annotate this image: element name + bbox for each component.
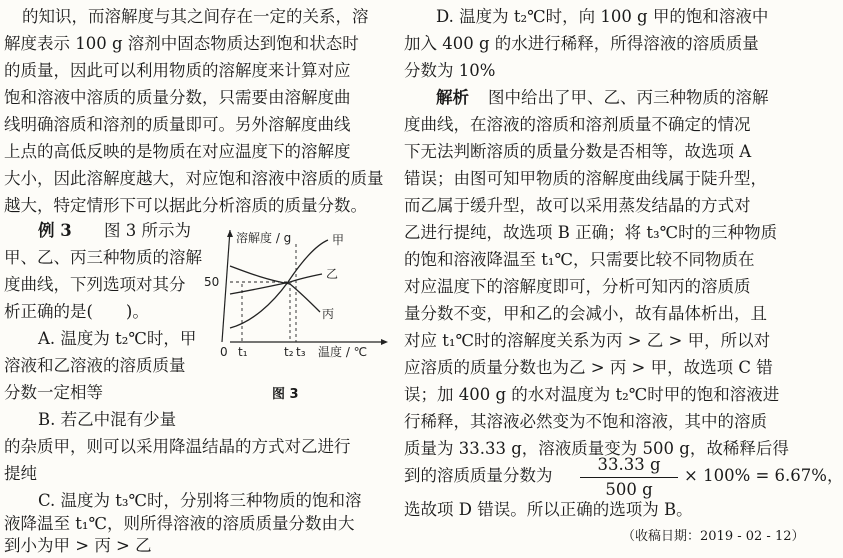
fraction-numerator: 33.33 g — [580, 455, 678, 478]
example-line: 图 3 所示为 — [104, 221, 191, 240]
example-label: 例 3 — [38, 221, 72, 240]
option-c-line: 到小为甲 > 丙 > 乙 — [4, 536, 152, 555]
option-b-line: B. 若乙中混有少量 — [38, 410, 177, 429]
paragraph-line: 大小，因此溶解度越大，对应饱和溶液中溶质的质量 — [4, 169, 384, 188]
analysis-line: 行稀释，其溶液必然变为不饱和溶液，其中的溶质 — [404, 412, 767, 431]
analysis-line: 质量为 33.33 g，溶液质量变为 500 g，故稀释后得 — [404, 439, 789, 458]
fraction-denominator: 500 g — [605, 480, 653, 499]
option-b-line: 提纯 — [4, 464, 37, 483]
y-axis-label: 溶解度 / g — [236, 231, 292, 245]
label-yi: 乙 — [326, 267, 339, 281]
option-a-line: A. 温度为 t₂℃时，甲 — [38, 329, 197, 348]
paragraph-line: 的知识，而溶解度与其之间存在一定的关系，溶 — [22, 7, 369, 26]
analysis-line: 而乙属于缓升型，故可以采用蒸发结晶的方式对 — [404, 196, 751, 215]
option-a-line: 分数一定相等 — [4, 383, 103, 402]
x-axis-arrow — [381, 339, 388, 345]
analysis-line: 乙进行提纯，故选项 B 正确；将 t₃℃时的三种物质 — [404, 223, 778, 242]
paragraph-line: 解度表示 100 g 溶剂中固态物质达到饱和状态时 — [4, 34, 359, 53]
analysis-line: 错误；由图可知甲物质的溶解度曲线属于陡升型， — [404, 169, 767, 188]
analysis-line: 应溶质的质量分数也为乙 > 丙 > 甲，故选项 C 错 — [404, 358, 773, 377]
analysis-line: 对应温度下的溶解度即可，分析可知丙的溶质质 — [404, 277, 751, 296]
label-jia: 甲 — [332, 233, 345, 247]
example-line: 析正确的是( )。 — [4, 302, 149, 321]
label-bing: 丙 — [322, 307, 335, 321]
y-tick-50: 50 — [204, 275, 220, 289]
option-a-line: 溶液和乙溶液的溶质质量 — [4, 356, 186, 375]
paragraph-line: 线明确溶质和溶剂的质量即可。另外溶解度曲线 — [4, 115, 351, 134]
y-axis — [222, 230, 230, 342]
origin-label: 0 — [220, 345, 228, 359]
curve-yi — [230, 274, 322, 294]
option-d-line: 加入 400 g 的水进行稀释，所得溶液的溶质质量 — [404, 34, 759, 53]
y-axis-arrow — [227, 230, 233, 237]
analysis-line: 度曲线，在溶液的溶质和溶剂质量不确定的情况 — [404, 115, 751, 134]
option-b-line: 的杂质甲，则可以采用降温结晶的方式对乙进行 — [4, 437, 351, 456]
x-tick-t3: t₃ — [296, 345, 306, 359]
x-tick-t1: t₁ — [238, 345, 248, 359]
paragraph-line: 越大，特定情形下可以据此分析溶质的质量分数。 — [4, 196, 367, 215]
analysis-label: 解析 — [436, 88, 469, 107]
example-line: 度曲线，下列选项对其分 — [4, 275, 186, 294]
x-axis-label: 温度 / ℃ — [318, 345, 368, 359]
paragraph-line: 饱和溶液中溶质的质量分数，只需要由溶解度曲 — [4, 88, 351, 107]
figure-caption: 图 3 — [272, 387, 299, 402]
paragraph-line: 的质量，因此可以利用物质的溶解度来计算对应 — [4, 61, 351, 80]
analysis-line: 图中给出了甲、乙、丙三种物质的溶解 — [488, 88, 769, 107]
curve-bing — [230, 266, 320, 312]
analysis-line: 误；加 400 g 的水对温度为 t₂℃时甲的饱和溶液进 — [404, 385, 780, 404]
example-line: 甲、乙、丙三种物质的溶解 — [4, 248, 202, 267]
analysis-line: 下无法判断溶质的质量分数是否相等，故选项 A — [404, 142, 752, 161]
analysis-line: 量分数不变，甲和乙的会减小，故有晶体析出，且 — [404, 304, 767, 323]
solubility-curve-figure — [204, 230, 390, 410]
analysis-line: 的饱和溶液降温至 t₁℃，只需要比较不同物质在 — [404, 250, 755, 269]
x-tick-t2: t₂ — [284, 345, 294, 359]
option-d-line: 分数为 10% — [404, 61, 496, 80]
analysis-line: 对应 t₁℃时的溶解度关系为丙 > 乙 > 甲，所以对 — [404, 331, 771, 350]
conclusion-line: 选故项 D 错误。所以正确的选项为 B。 — [404, 500, 693, 519]
option-c-line: C. 温度为 t₃℃时，分别将三种物质的饱和溶 — [38, 491, 362, 510]
received-date: （收稿日期：2019 - 02 - 12） — [622, 529, 805, 544]
paragraph-line: 上点的高低反映的是物质在对应温度下的溶解度 — [4, 142, 351, 161]
formula-suffix: × 100% = 6.67%， — [684, 466, 843, 485]
option-c-line: 液降温至 t₁℃，则所得溶液的溶质质量分数由大 — [4, 514, 355, 533]
option-d-line: D. 温度为 t₂℃时，向 100 g 甲的饱和溶液中 — [436, 7, 769, 26]
formula-prefix: 到的溶质质量分数为 — [404, 466, 553, 485]
fraction — [580, 455, 678, 500]
